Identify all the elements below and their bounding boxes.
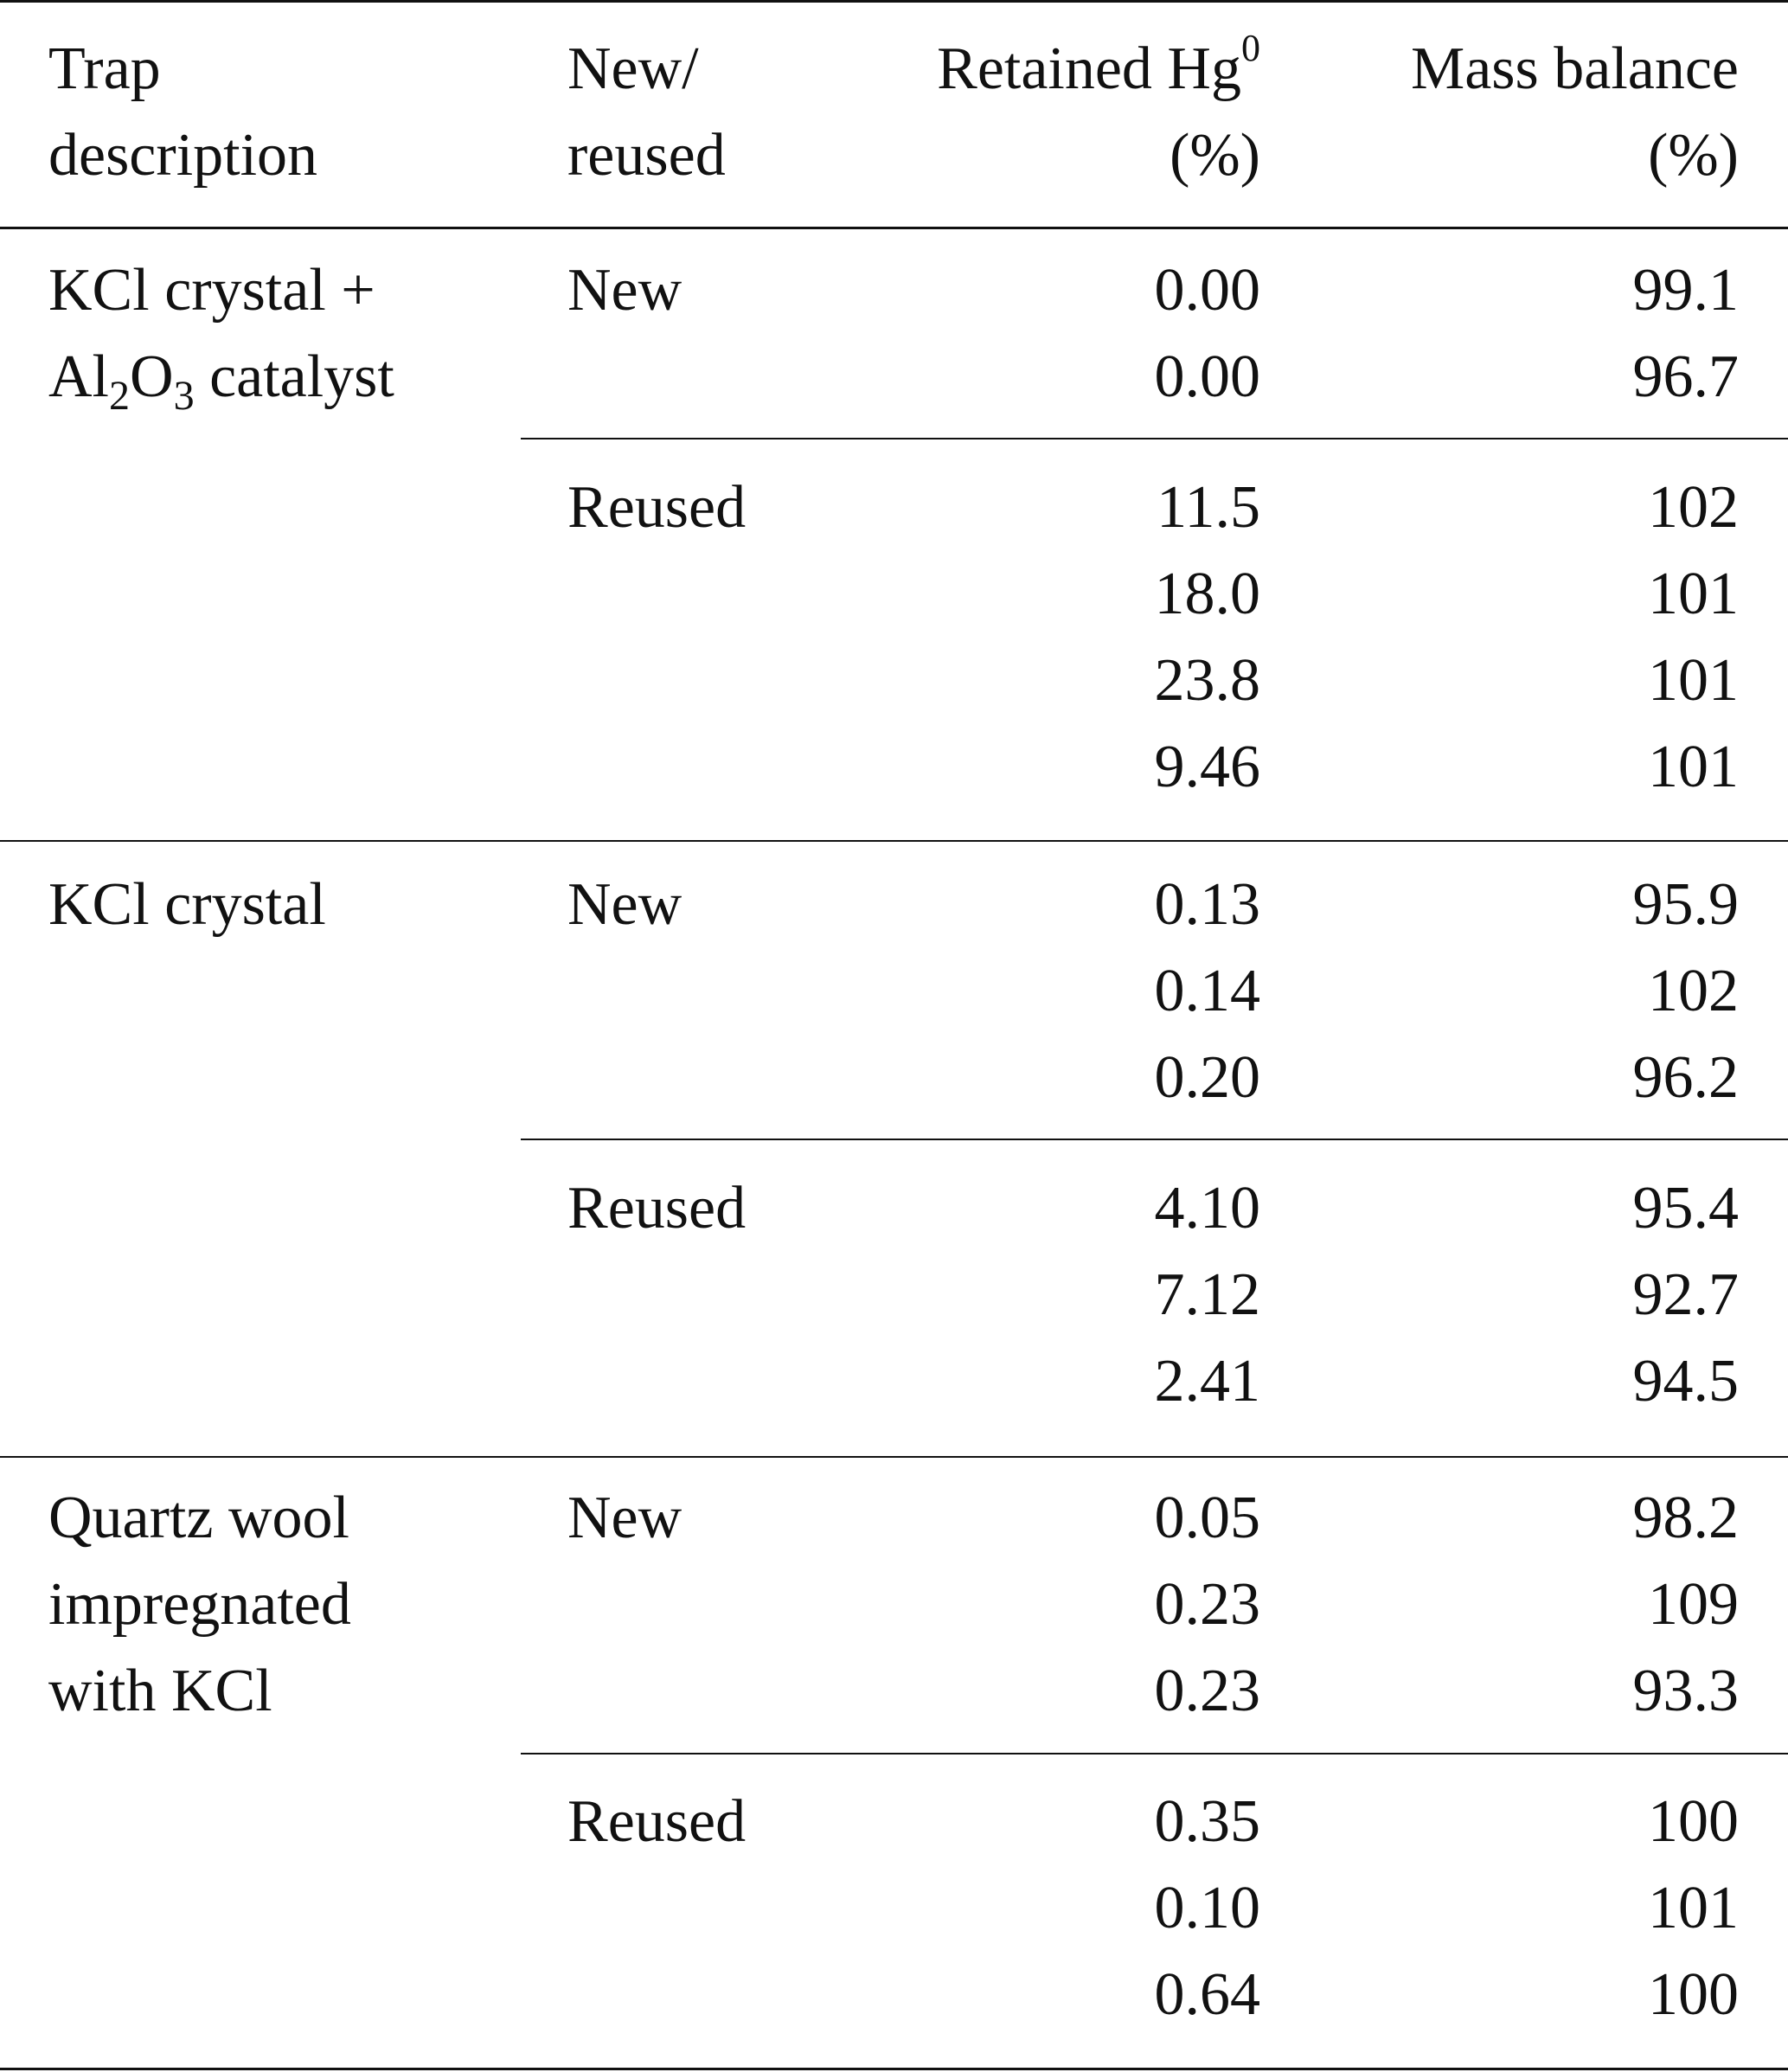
formula-o-sub: 3 [173, 373, 195, 419]
header-mass-unit: (%) [1648, 122, 1739, 189]
group1-end-rule [0, 840, 1788, 842]
group2-new-label: New [567, 871, 683, 938]
table-cell-retained: 0.05 [1154, 1485, 1260, 1551]
group3-sub-rule [521, 1753, 1788, 1754]
table-cell-retained: 0.20 [1154, 1044, 1260, 1111]
group2-end-rule [0, 1456, 1788, 1458]
header-rule [0, 227, 1788, 229]
table-cell-retained: 0.35 [1154, 1788, 1260, 1855]
header-retained [937, 26, 1260, 112]
table-cell-mass: 95.4 [1632, 1175, 1739, 1241]
group2-description-line1: KCl crystal [48, 871, 326, 938]
table-cell-mass: 102 [1648, 958, 1739, 1024]
table-cell-retained: 0.14 [1154, 958, 1260, 1024]
header-retained-main: Retained Hg [937, 35, 1241, 102]
table-cell-mass: 96.2 [1632, 1044, 1739, 1111]
table-cell-retained: 2.41 [1154, 1348, 1260, 1414]
group3-new-label: New [567, 1485, 683, 1551]
table-cell-retained: 0.00 [1154, 257, 1260, 324]
table-cell-retained: 0.23 [1154, 1571, 1260, 1638]
table-cell-mass: 99.1 [1632, 257, 1739, 324]
group3-description-line3: with KCl [48, 1658, 272, 1724]
table-cell-mass: 94.5 [1632, 1348, 1739, 1414]
header-trap-line2: description [48, 122, 318, 189]
group1-description-formula [48, 334, 394, 420]
group1-new-label: New [567, 257, 683, 324]
table-cell-retained: 0.64 [1154, 1961, 1260, 2028]
table-cell-mass: 101 [1648, 647, 1739, 714]
table-cell-retained: 11.5 [1157, 474, 1260, 541]
header-new-line1: New/ [567, 35, 699, 102]
table-cell-retained: 0.00 [1154, 343, 1260, 410]
top-rule [0, 0, 1788, 3]
table-cell-mass: 101 [1648, 1875, 1739, 1941]
table-cell-mass: 100 [1648, 1788, 1739, 1855]
group3-description-line1: Quartz wool [48, 1485, 349, 1551]
formula-al-sub: 2 [109, 373, 130, 419]
table-cell-mass: 101 [1648, 734, 1739, 800]
group1-sub-rule [521, 438, 1788, 439]
table-cell-retained: 7.12 [1154, 1261, 1260, 1328]
header-retained-sup: 0 [1241, 26, 1260, 69]
table-cell-retained: 23.8 [1154, 647, 1260, 714]
table-cell-mass: 102 [1648, 474, 1739, 541]
header-mass: Mass balance [1410, 35, 1739, 102]
header-new-line2: reused [567, 122, 726, 189]
table-cell-mass: 101 [1648, 561, 1739, 627]
formula-al: Al [48, 343, 109, 410]
group3-reused-label: Reused [567, 1788, 747, 1855]
table-cell-retained: 18.0 [1154, 561, 1260, 627]
table-cell-mass: 93.3 [1632, 1658, 1739, 1724]
table-cell-mass: 109 [1648, 1571, 1739, 1638]
table-cell-retained: 9.46 [1154, 734, 1260, 800]
table-cell-mass: 95.9 [1632, 871, 1739, 938]
group3-description-line2: impregnated [48, 1571, 351, 1638]
table-cell-mass: 96.7 [1632, 343, 1739, 410]
table-cell-retained: 4.10 [1154, 1175, 1260, 1241]
table-cell-mass: 100 [1648, 1961, 1739, 2028]
table-cell-retained: 0.13 [1154, 871, 1260, 938]
table-cell-mass: 98.2 [1632, 1485, 1739, 1551]
table-cell-mass: 92.7 [1632, 1261, 1739, 1328]
table-cell-retained: 0.10 [1154, 1875, 1260, 1941]
header-trap-line1: Trap [48, 35, 161, 102]
bottom-rule [0, 2068, 1788, 2070]
group2-sub-rule [521, 1139, 1788, 1140]
group2-reused-label: Reused [567, 1175, 747, 1241]
group1-reused-label: Reused [567, 474, 747, 541]
formula-rest: catalyst [194, 343, 394, 410]
formula-o: O [130, 343, 174, 410]
header-retained-unit: (%) [1170, 122, 1260, 189]
group1-description-line1: KCl crystal + [48, 257, 375, 324]
table-cell-retained: 0.23 [1154, 1658, 1260, 1724]
